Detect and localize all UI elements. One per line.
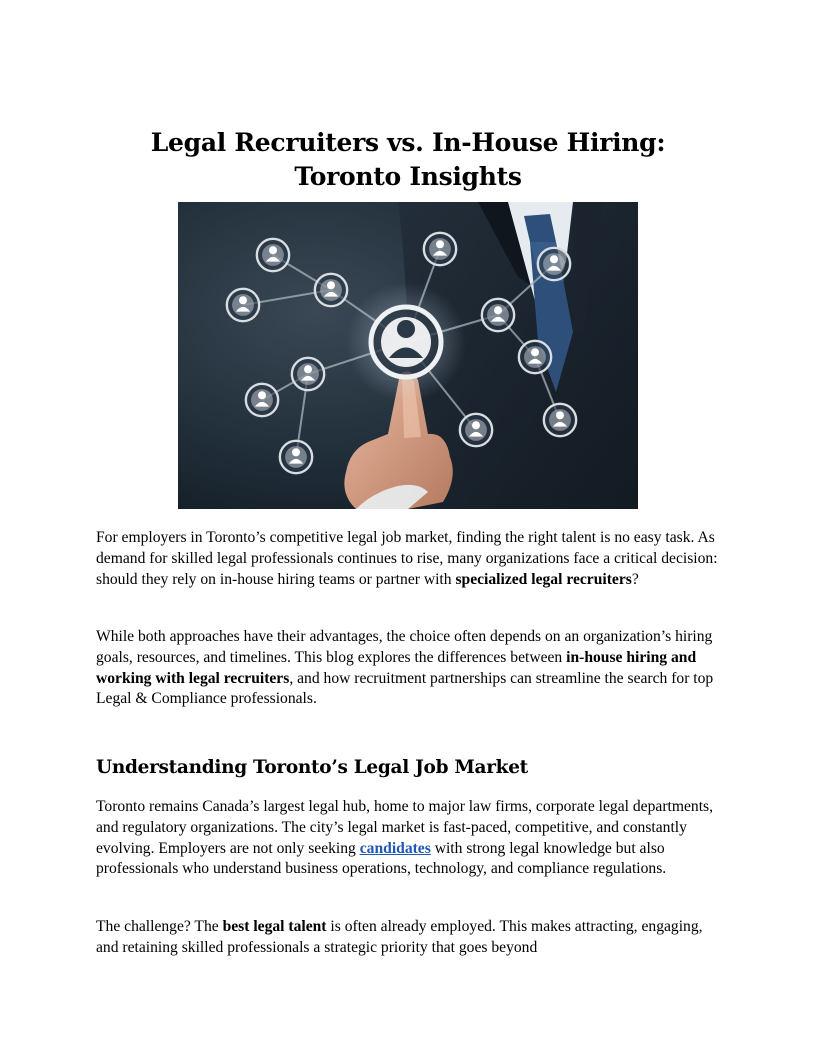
market-text-end: with strong legal knowledge but also professionals who understand business operations, technology, and compliance regulations. xyxy=(96,839,667,878)
page-title xyxy=(96,126,720,194)
intro-paragraph xyxy=(96,528,726,590)
approaches-paragraph xyxy=(96,627,726,710)
market-text: Toronto remains Canada’s largest legal hub, home to major law firms, corporate legal departments, and regulatory organizations. The city’s legal market is fast-paced, competitive, and constantly evolving. Employers are not only seeking xyxy=(96,798,713,857)
intro-text-end: ? xyxy=(631,570,639,588)
approaches-bold-inhouse: in-house hiring and working with legal recruiters xyxy=(96,648,697,687)
approaches-text: While both approaches have their advantages, the choice often depends on an organization’s hiring goals, resources, and timelines. This blog explores the differences between xyxy=(96,628,713,666)
challenge-bold-talent: best legal talent xyxy=(222,918,327,935)
challenge-paragraph xyxy=(96,917,726,959)
candidates-link[interactable]: candidates xyxy=(359,839,431,857)
challenge-text-end: is often already employed. This makes attracting, engaging, and retaining skilled professionals a strategic priority that goes beyond xyxy=(96,918,703,956)
intro-text: For employers in Toronto’s competitive legal job market, finding the right talent is no easy task. As demand for skilled legal professionals continues to rise, many organizations face a critical decision: should they rely on in-house hiring teams or partner with xyxy=(96,529,718,588)
challenge-text: The challenge? The xyxy=(96,918,223,935)
market-paragraph xyxy=(96,797,726,880)
title-line-1: Legal Recruiters vs. In-House Hiring: xyxy=(150,128,666,157)
title-line-2: Toronto Insights xyxy=(294,162,522,191)
approaches-text-end: , and how recruitment partnerships can streamline the search for top Legal & Compliance professionals. xyxy=(96,669,714,708)
section-heading: Understanding Toronto’s Legal Job Market xyxy=(96,757,528,778)
person-network-icon xyxy=(178,202,638,509)
intro-bold-specialized-recruiters: specialized legal recruiters xyxy=(455,570,632,588)
hero-image xyxy=(178,202,638,509)
